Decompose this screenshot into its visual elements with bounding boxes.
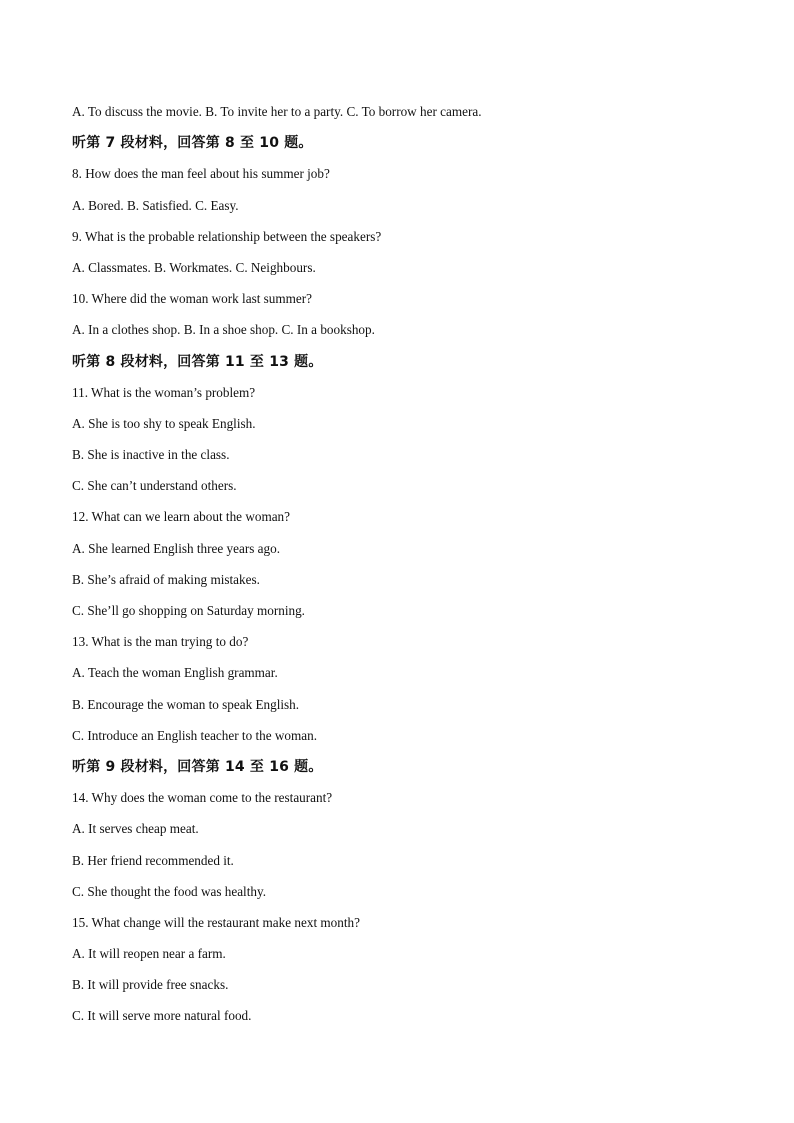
option-line: B. Encourage the woman to speak English.	[72, 696, 300, 712]
question-line: 15. What change will the restaurant make next month?	[72, 914, 360, 930]
exam-page	[72, 103, 752, 1039]
section-heading: 听第 7 段材料，回答第 8 至 10 题。	[72, 135, 313, 152]
question-line: 13. What is the man trying to do?	[72, 634, 249, 650]
option-line: A. She learned English three years ago.	[72, 540, 280, 556]
option-line: C. She’ll go shopping on Saturday morning.	[72, 603, 305, 618]
option-line: A. It will reopen near a farm.	[72, 946, 226, 962]
option-line: A. Bored. B. Satisfied. C. Easy.	[72, 197, 239, 213]
question-line: 12. What can we learn about the woman?	[72, 509, 290, 525]
option-line: B. She is inactive in the class.	[72, 447, 230, 463]
option-line: A. She is too shy to speak English.	[72, 415, 256, 431]
option-line: C. She thought the food was healthy.	[72, 883, 266, 899]
question-line: 14. Why does the woman come to the restaurant?	[72, 790, 333, 806]
section-heading: 听第 8 段材料，回答第 11 至 13 题。	[72, 353, 323, 370]
option-line: A. Classmates. B. Workmates. C. Neighbours.	[72, 259, 316, 275]
option-line: A. Teach the woman English grammar.	[72, 665, 278, 681]
option-line: C. It will serve more natural food.	[72, 1008, 252, 1024]
option-line: A. It serves cheap meat.	[72, 821, 199, 837]
question-line: 10. Where did the woman work last summer?	[72, 291, 313, 307]
question-line: 11. What is the woman’s problem?	[72, 384, 256, 400]
option-line: B. She’s afraid of making mistakes.	[72, 571, 260, 587]
option-line: A. In a clothes shop. B. In a shoe shop. C. In a bookshop.	[72, 322, 375, 338]
option-line: B. Her friend recommended it.	[72, 852, 234, 868]
question-line: 8. How does the man feel about his summer job?	[72, 166, 330, 182]
option-line: C. She can’t understand others.	[72, 478, 237, 494]
option-line: A. To discuss the movie. B. To invite her to a party. C. To borrow her camera.	[72, 104, 482, 119]
question-line: 9. What is the probable relationship between the speakers?	[72, 228, 382, 244]
option-line: C. Introduce an English teacher to the woman.	[72, 727, 317, 743]
section-heading: 听第 9 段材料，回答第 14 至 16 题。	[72, 758, 323, 775]
option-line: B. It will provide free snacks.	[72, 977, 229, 993]
